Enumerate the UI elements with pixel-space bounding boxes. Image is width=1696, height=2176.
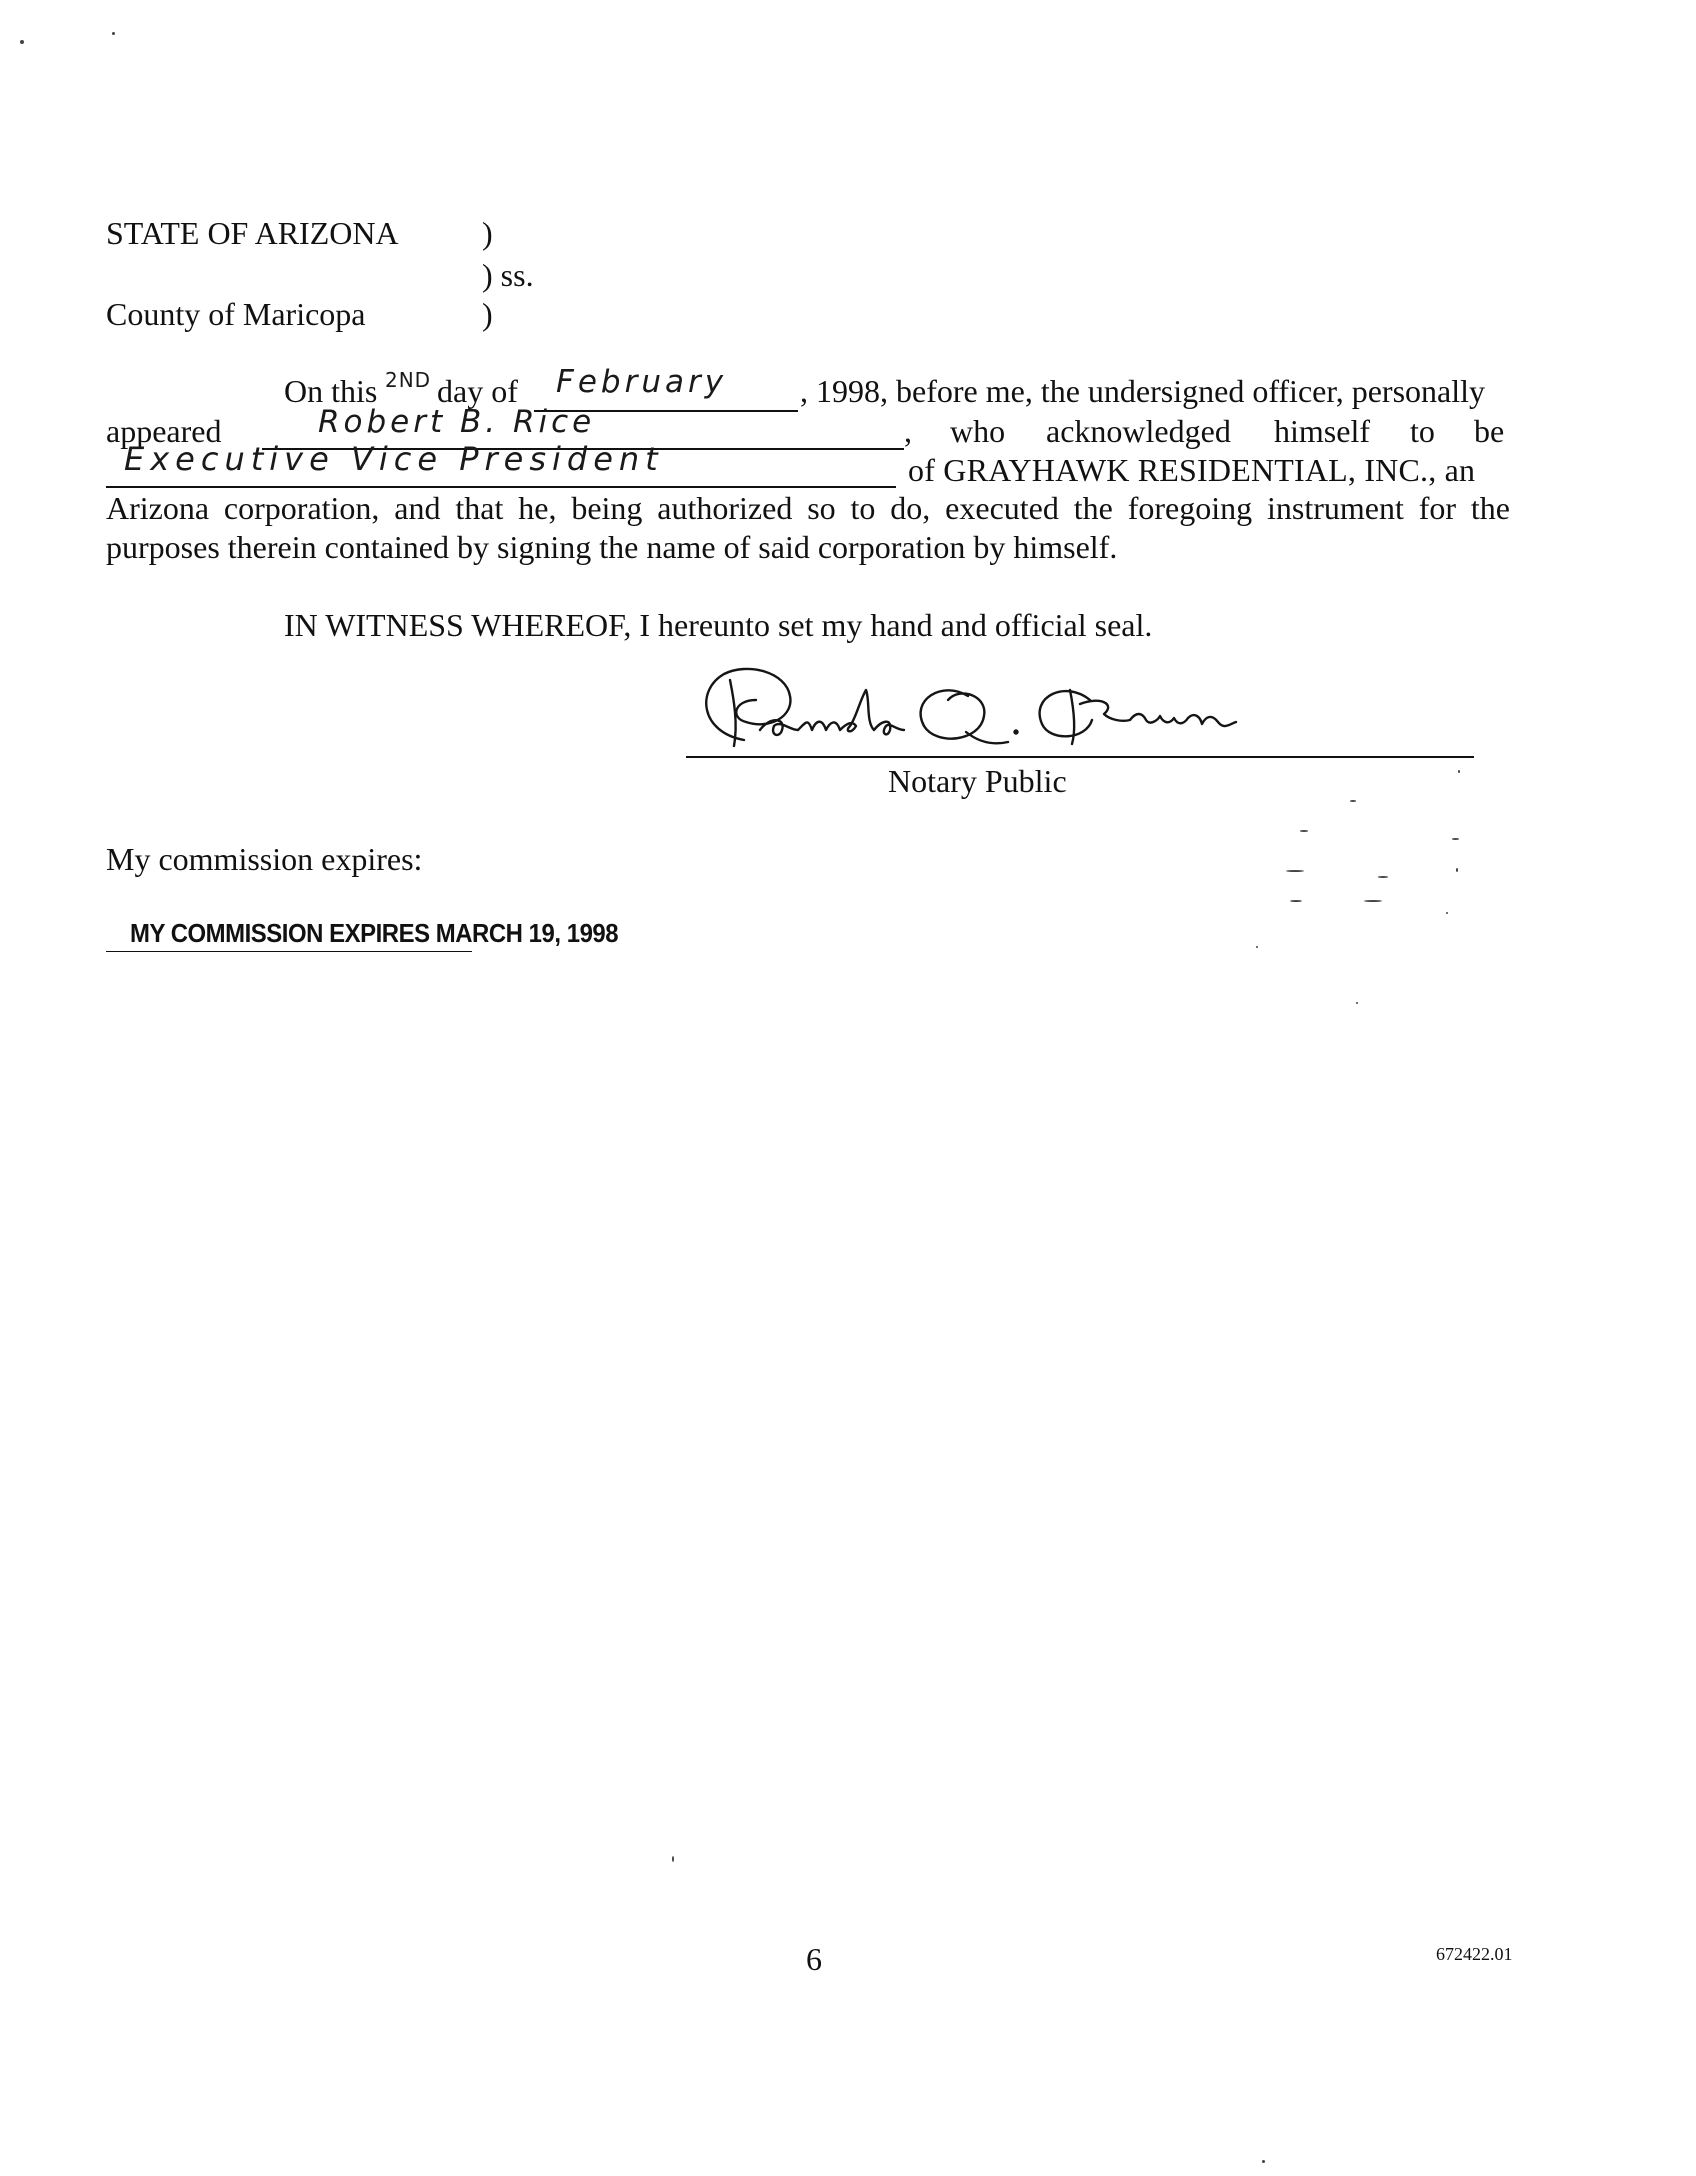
ack-who: who (950, 413, 1006, 449)
notary-signature (690, 660, 1330, 760)
venue-paren-bottom: ) (482, 296, 493, 332)
commission-underline (106, 951, 472, 952)
witness-statement: IN WITNESS WHEREOF, I hereunto set my hand and official seal. (284, 607, 1153, 643)
signature-underline (686, 756, 1474, 758)
ack-title-handwritten: Executive Vice President (124, 440, 664, 478)
ack-acknowledged: acknowledged (1046, 413, 1231, 449)
venue-county: County of Maricopa (106, 296, 366, 332)
venue-paren-top: ) (482, 215, 493, 251)
commission-stamp: MY COMMISSION EXPIRES MARCH 19, 1998 (130, 918, 619, 948)
page-number: 6 (806, 1941, 822, 1977)
ack-comma: , (904, 413, 912, 449)
venue-paren-ss: ) ss. (482, 257, 534, 293)
ack-appeared: appeared (106, 413, 222, 449)
title-underline (106, 486, 896, 488)
ack-himself: himself (1274, 413, 1370, 449)
document-number: 672422.01 (1436, 1944, 1513, 1964)
ack-person-handwritten: Robert B. Rice (318, 404, 596, 440)
ack-line-4: purposes therein contained by signing the name of said corporation by himself. (106, 529, 1118, 565)
ack-month-handwritten: February (556, 364, 728, 400)
ack-to: to (1410, 413, 1435, 449)
ack-line-3 (106, 489, 1510, 527)
commission-label: My commission expires: (106, 841, 423, 877)
ack-be: be (1474, 413, 1505, 449)
ack-line-3-text: Arizona corporation, and that he, being authorized so to do, executed the foregoing instrument for the (106, 490, 1510, 526)
ack-day-of: day of (437, 373, 518, 409)
notary-public-label: Notary Public (888, 763, 1067, 799)
ack-of-company: of GRAYHAWK RESIDENTIAL, INC., an (908, 452, 1476, 488)
signature-graphic (690, 660, 1330, 760)
ack-day-handwritten: 2ND (385, 368, 432, 392)
ack-year-text: , 1998, before me, the undersigned officer, personally (800, 373, 1486, 409)
venue-state: STATE OF ARIZONA (106, 215, 399, 251)
ack-on-this: On this (284, 373, 378, 409)
